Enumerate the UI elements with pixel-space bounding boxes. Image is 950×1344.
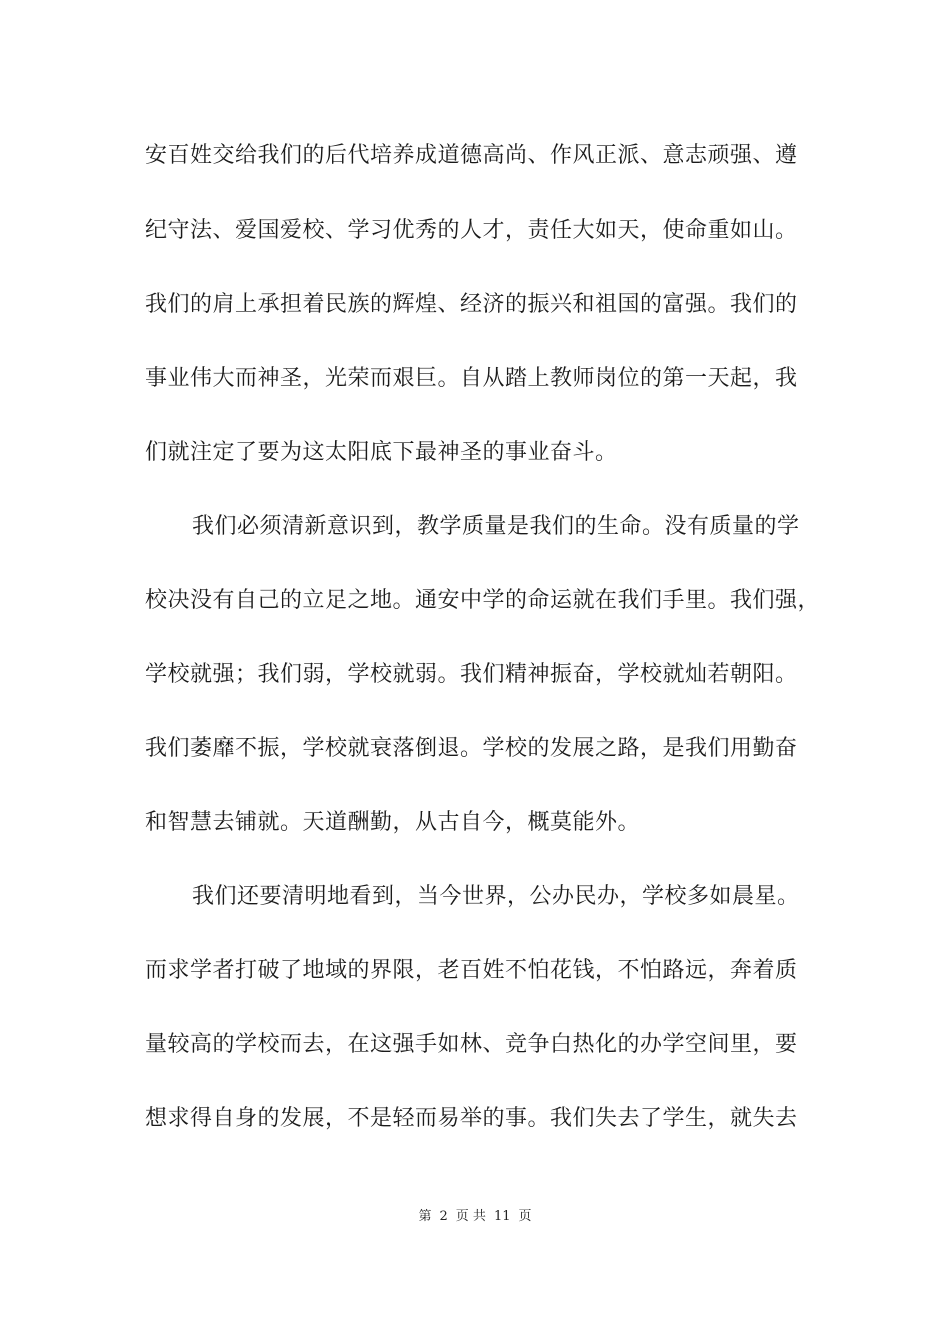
footer-middle: 页 共 <box>455 1209 486 1224</box>
text-line: 想求得自身的发展，不是轻而易举的事。我们失去了学生，就失去 <box>145 1106 798 1131</box>
text-line: 们就注定了要为这太阳底下最神圣的事业奋斗。 <box>145 440 618 465</box>
footer-suffix: 页 <box>518 1209 532 1224</box>
text-line: 安百姓交给我们的后代培养成道德高尚、作风正派、意志顽强、遵 <box>145 143 798 168</box>
text-line: 我们萎靡不振，学校就衰落倒退。学校的发展之路，是我们用勤奋 <box>145 736 798 761</box>
text-line: 学校就强；我们弱，学校就弱。我们精神振奋，学校就灿若朝阳。 <box>145 662 798 687</box>
page-footer <box>0 1208 950 1226</box>
total-page-count: 11 <box>493 1209 511 1224</box>
paragraph-first-line: 我们还要清明地看到，当今世界，公办民办，学校多如晨星。 <box>192 884 800 909</box>
text-line: 校决没有自己的立足之地。通安中学的命运就在我们手里。我们强， <box>145 588 821 613</box>
text-line: 和智慧去铺就。天道酬勤，从古自今，概莫能外。 <box>145 810 641 835</box>
text-line: 事业伟大而神圣，光荣而艰巨。自从踏上教师岗位的第一天起，我 <box>145 366 798 391</box>
paragraph-first-line: 我们必须清新意识到，教学质量是我们的生命。没有质量的学 <box>192 514 800 539</box>
text-line: 纪守法、爱国爱校、学习优秀的人才，责任大如天，使命重如山。 <box>145 218 798 243</box>
text-line: 而求学者打破了地域的界限，老百姓不怕花钱，不怕路远，奔着质 <box>145 958 798 983</box>
text-line: 我们的肩上承担着民族的辉煌、经济的振兴和祖国的富强。我们的 <box>145 292 798 317</box>
footer-prefix: 第 <box>418 1209 432 1224</box>
text-line: 量较高的学校而去，在这强手如林、竞争白热化的办学空间里，要 <box>145 1032 798 1057</box>
current-page-number: 2 <box>439 1209 448 1224</box>
